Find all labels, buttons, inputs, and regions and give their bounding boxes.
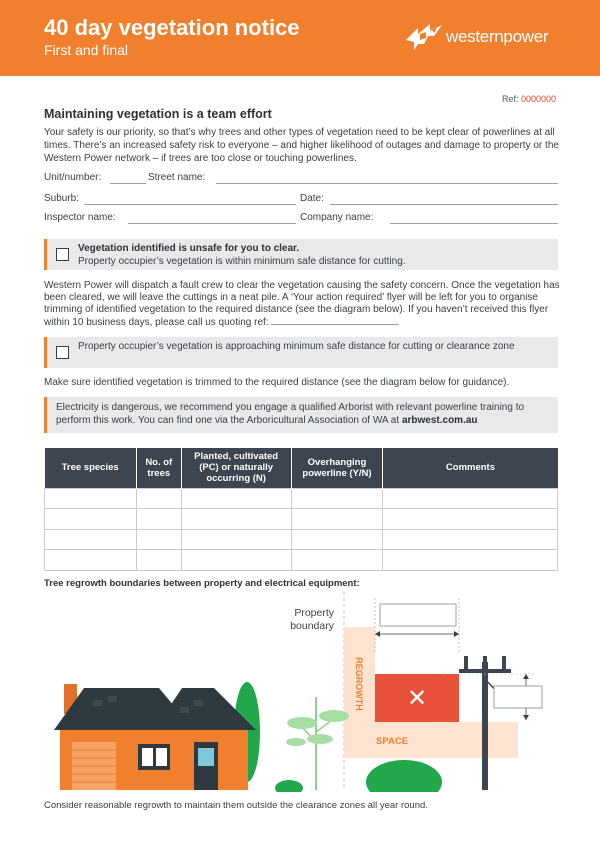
street-label: Street name: — [148, 172, 206, 183]
table-cell[interactable] — [181, 529, 291, 550]
inspector-company-row — [44, 212, 558, 226]
table-cell[interactable] — [136, 488, 181, 509]
inspector-label: Inspector name: — [44, 212, 116, 223]
col-planted-cultivated: Planted, cultivated (PC) or naturally occurring (N) — [181, 448, 291, 488]
date-field[interactable] — [300, 193, 558, 207]
diagram-title: Tree regrowth boundaries between property and electrical equipment: — [44, 578, 360, 589]
suburb-date-row — [44, 193, 558, 207]
col-no-of-trees: No. of trees — [136, 448, 181, 488]
table-cell[interactable] — [136, 529, 181, 550]
insulator-icon — [464, 656, 468, 670]
footnote: Consider reasonable regrowth to maintain them outside the clearance zones all year round. — [44, 800, 428, 811]
date-input-line[interactable] — [330, 204, 558, 205]
table-cell[interactable] — [181, 509, 291, 530]
table-row — [45, 509, 558, 530]
table-cell[interactable] — [136, 550, 181, 571]
no-go-x-icon: ✕ — [406, 684, 428, 712]
table-cell[interactable] — [383, 550, 558, 571]
notice-subtitle: First and final — [44, 42, 129, 58]
space-label: SPACE — [376, 736, 409, 747]
table-cell[interactable] — [383, 488, 558, 509]
ref-number: 0000000 — [520, 94, 556, 104]
unit-field[interactable] — [44, 172, 148, 186]
notice-title: 40 day vegetation notice — [44, 15, 300, 40]
col-comments: Comments — [383, 448, 558, 488]
property-boundary-label-1: Property — [294, 607, 334, 619]
small-bush-icon — [275, 780, 303, 792]
property-boundary-label-2: boundary — [290, 620, 334, 632]
table-cell[interactable] — [291, 488, 383, 509]
fault-crew-paragraph — [44, 280, 560, 329]
regrowth-zone-horizontal — [344, 722, 518, 758]
tree-icon — [286, 697, 349, 790]
reference — [502, 94, 556, 104]
table-cell[interactable] — [45, 550, 137, 571]
western-power-logo — [404, 22, 564, 52]
fault-crew-text: Western Power will dispatch a fault crew to clear the vegetation causing the safety concern. Once the vegetation has been cleared, we will leave the cuttings in a neat pile. A ‘Your action required’ flyer will be left for you to organise trimming of identified vegetation to the required distance (see the diagram below). If you haven’t received this flyer within 10 business days, please call us quoting ref: — [44, 280, 560, 328]
arbwest-link[interactable]: arbwest.com.au — [401, 415, 478, 426]
inspector-field[interactable] — [44, 212, 296, 226]
unit-input-line[interactable] — [110, 183, 146, 184]
address-row — [44, 172, 558, 186]
intro-paragraph: Your safety is our priority, so that’s why trees and other types of vegetation need to be kept clear of powerlines at all times. There’s an increased safety risk to everyone – and higher likelihood of outages and damage to property or the Western Power network – if trees are too close or touching powerlines. — [44, 127, 559, 164]
table-cell[interactable] — [383, 509, 558, 530]
table-cell[interactable] — [136, 509, 181, 530]
unit-label: Unit/number: — [44, 172, 102, 183]
date-label: Date: — [300, 193, 324, 204]
table-row — [45, 488, 558, 509]
unsafe-vegetation-checkbox[interactable] — [56, 248, 69, 261]
arborist-body: Electricity is dangerous, we recommend you engage a qualified Arborist with relevant powerline training to perform this work. You can find one via the Arboricultural Association of WA at — [56, 402, 525, 426]
header-banner — [0, 0, 600, 76]
table-cell[interactable] — [383, 529, 558, 550]
company-input-line[interactable] — [390, 223, 558, 224]
company-field[interactable] — [300, 212, 558, 226]
table-cell[interactable] — [181, 550, 291, 571]
tree-table-header — [45, 448, 558, 488]
table-cell[interactable] — [45, 509, 137, 530]
table-cell[interactable] — [45, 529, 137, 550]
table-cell[interactable] — [45, 488, 137, 509]
approaching-vegetation-checkbox[interactable] — [56, 346, 69, 359]
tree-table — [44, 448, 558, 571]
table-cell[interactable] — [291, 509, 383, 530]
suburb-input-line[interactable] — [84, 204, 296, 205]
approaching-vegetation-body: Property occupier’s vegetation is approaching minimum safe distance for cutting or clearance zone — [78, 341, 515, 352]
house-icon — [54, 684, 256, 790]
regrowth-diagram — [44, 592, 558, 792]
trim-guidance-paragraph: Make sure identified vegetation is trimmed to the required distance (see the diagram below for guidance). — [44, 377, 510, 388]
insulator-icon — [483, 656, 487, 670]
arborist-callout — [44, 397, 558, 433]
street-input-line[interactable] — [216, 183, 558, 184]
company-label: Company name: — [300, 212, 374, 223]
table-row — [45, 550, 558, 571]
logo-mark-icon — [404, 22, 444, 52]
unsafe-vegetation-text — [78, 242, 548, 268]
section-title: Maintaining vegetation is a team effort — [44, 107, 272, 121]
table-row — [45, 529, 558, 550]
table-cell[interactable] — [181, 488, 291, 509]
col-overhanging: Overhanging powerline (Y/N) — [291, 448, 383, 488]
logo-text: westernpower — [446, 27, 549, 46]
street-field[interactable] — [148, 172, 558, 186]
unsafe-vegetation-heading: Vegetation identified is unsafe for you to clear. — [78, 243, 300, 254]
power-pole — [482, 662, 488, 790]
table-cell[interactable] — [291, 529, 383, 550]
col-tree-species: Tree species — [45, 448, 137, 488]
bush-icon — [366, 760, 442, 792]
ref-quote-input-line[interactable] — [271, 316, 399, 325]
inspector-input-line[interactable] — [128, 223, 296, 224]
unsafe-vegetation-callout — [44, 239, 558, 270]
arborist-text — [56, 401, 556, 427]
suburb-label: Suburb: — [44, 193, 80, 204]
suburb-field[interactable] — [44, 193, 296, 207]
table-cell[interactable] — [291, 550, 383, 571]
approaching-vegetation-callout — [44, 337, 558, 368]
insulator-icon — [502, 656, 506, 670]
vertical-distance-box[interactable] — [494, 686, 542, 708]
horizontal-distance-box[interactable] — [380, 604, 456, 626]
regrowth-label: REGROWTH — [354, 657, 364, 711]
ref-label: Ref: — [501, 94, 521, 104]
unsafe-vegetation-body: Property occupier’s vegetation is within minimum safe distance for cutting. — [78, 256, 406, 267]
